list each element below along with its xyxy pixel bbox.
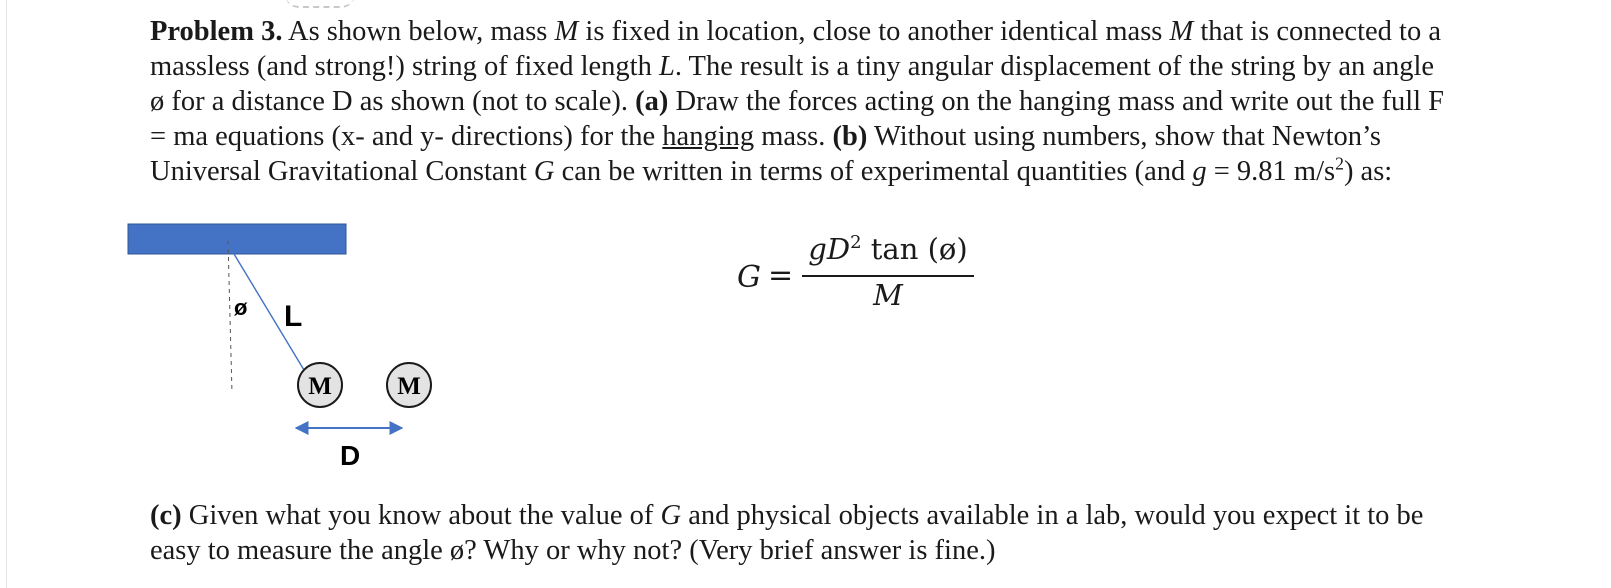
length-symbol: L <box>658 51 675 82</box>
text-segment: Without using numbers, show that Newton’s <box>867 121 1382 152</box>
mass-symbol: M <box>554 16 579 47</box>
formula-tan: tan (ø) <box>861 232 968 266</box>
text-segment: is fixed in location, close to another identical mass <box>578 16 1170 47</box>
part-a-label: (a) <box>635 86 669 117</box>
text-segment: massless (and strong!) string of fixed length <box>150 51 659 82</box>
text-segment: can be written in terms of experimental quantities (and <box>554 156 1193 187</box>
gravitational-constant-symbol: G <box>533 156 555 187</box>
text-segment: = ma equations (x- and y- directions) for the <box>150 121 663 152</box>
part-c-question <box>150 498 1570 568</box>
formula-D: D <box>826 232 851 266</box>
part-b-label: (b) <box>832 121 868 152</box>
mass-symbol: M <box>1169 16 1194 47</box>
angle-label: ø <box>234 295 248 320</box>
gravitational-constant-formula <box>730 232 1010 322</box>
text-segment: ø for a distance D as shown (not to scale). <box>150 86 636 117</box>
text-segment: Given what you know about the value of <box>181 500 661 531</box>
hanging-mass-label: M <box>308 373 332 400</box>
underlined-hanging: hanging <box>662 121 755 152</box>
vertical-reference-line <box>228 241 232 393</box>
formula-equals: = <box>768 258 794 293</box>
formula-g: g <box>808 232 827 266</box>
ceiling-block <box>128 224 346 254</box>
gravitational-constant-symbol: G <box>660 500 682 531</box>
part-c-label: (c) <box>150 500 182 531</box>
text-segment: . The result is a tiny angular displacement of the string by an angle <box>674 51 1435 82</box>
part-c-line-1 <box>150 498 1570 533</box>
exponent: 2 <box>1335 153 1344 174</box>
length-label: L <box>284 300 303 333</box>
formula-exponent: 2 <box>850 232 862 254</box>
formula-denominator: M <box>873 278 903 312</box>
text-segment: and physical objects available in a lab, would you expect it to be <box>681 500 1424 531</box>
formula-lhs: G <box>737 260 761 295</box>
gravity-symbol: g <box>1192 156 1207 187</box>
fraction-bar <box>802 275 974 277</box>
fixed-mass-label: M <box>397 373 421 400</box>
text-segment: As shown below, mass <box>282 16 555 47</box>
problem-label: Problem 3. <box>150 16 283 47</box>
text-segment: Draw the forces acting on the hanging mass and write out the full F <box>668 86 1445 117</box>
formula-numerator <box>802 232 974 266</box>
text-segment: = 9.81 m/s <box>1206 156 1336 187</box>
text-segment: Universal Gravitational Constant <box>150 156 534 187</box>
text-segment: that is connected to a <box>1193 16 1441 47</box>
part-c-line-2: easy to measure the angle ø? Why or why not? (Very brief answer is fine.) <box>150 535 996 566</box>
text-segment: mass. <box>754 121 833 152</box>
text-segment: ) as: <box>1343 156 1393 187</box>
distance-label: D <box>340 440 361 471</box>
